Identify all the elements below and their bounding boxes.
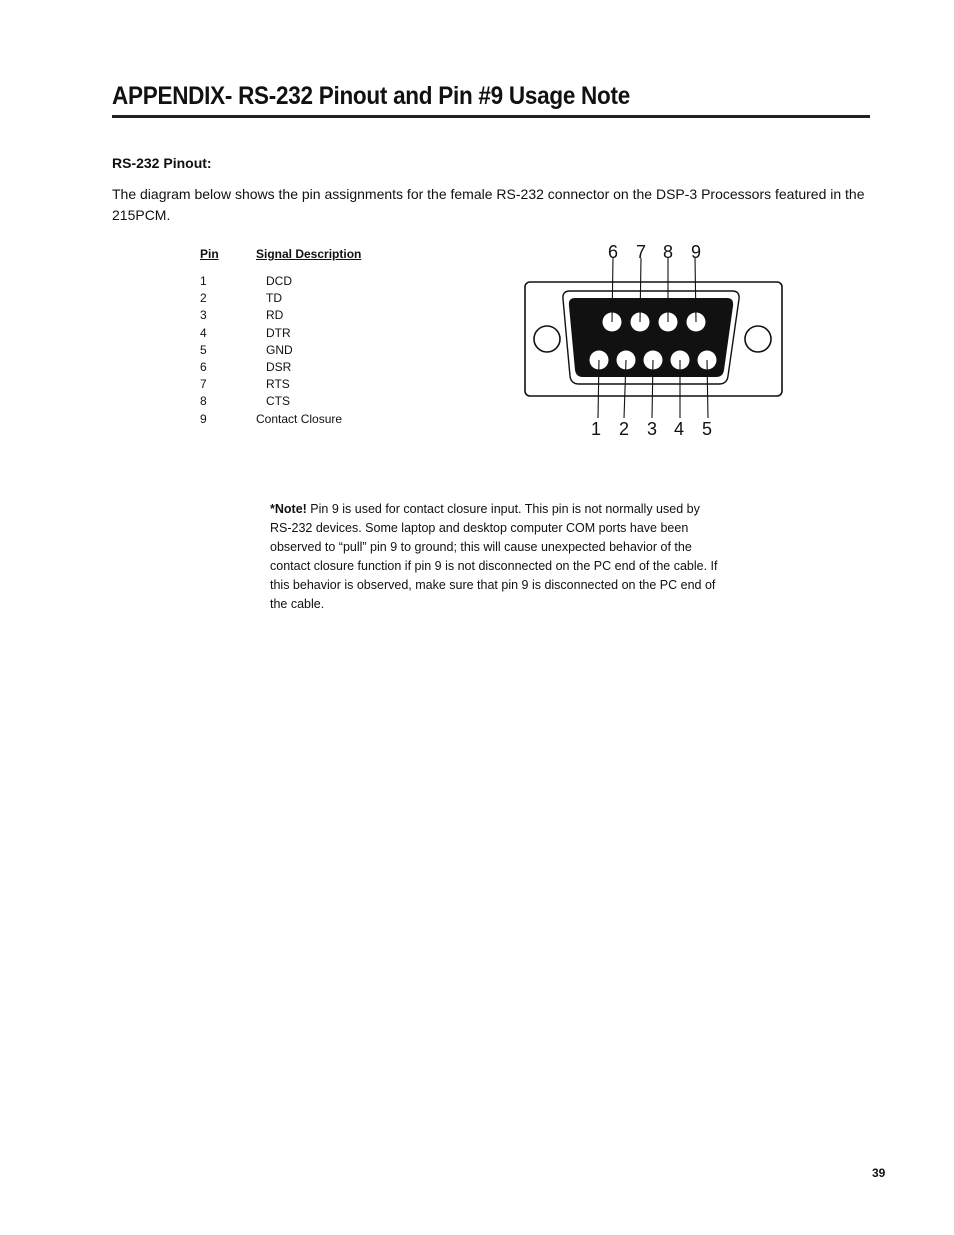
pin-label-5: 5 (701, 419, 713, 439)
pin-number: 9 (200, 411, 207, 426)
signal-name: TD (266, 291, 282, 306)
signal-name: DTR (266, 325, 291, 340)
signal-name: RD (266, 308, 284, 323)
title-rule (112, 115, 870, 118)
signal-name: DSR (266, 359, 292, 374)
table-header-row (200, 247, 361, 265)
pin-number: 2 (200, 291, 207, 306)
table-row (200, 394, 361, 411)
page-title: APPENDIX- RS-232 Pinout and Pin #9 Usage Note (112, 82, 630, 110)
table-row (200, 412, 361, 429)
signal-name: GND (266, 342, 293, 357)
table-row (200, 274, 361, 291)
signal-name: Contact Closure (256, 411, 343, 426)
pin-number: 6 (200, 359, 207, 374)
table-row (200, 308, 361, 325)
pin-label-4: 4 (673, 419, 685, 439)
pin-label-6: 6 (607, 242, 619, 262)
pin-number: 8 (200, 394, 207, 409)
table-spacer (200, 265, 361, 274)
usage-note (270, 500, 720, 614)
table-row (200, 377, 361, 394)
table-row (200, 326, 361, 343)
pin-label-1: 1 (590, 419, 602, 439)
pin-number: 1 (200, 274, 207, 288)
pin-column-header: Pin (200, 247, 219, 261)
pin-number: 4 (200, 325, 207, 340)
note-text: Pin 9 is used for contact closure input. This pin is not normally used by RS-232 devices. Some laptop and desktop computer COM ports have been observed to “pull” pin 9 to ground; this will cause unexpected behavior of the contact closure function if pin 9 is not disconnected on the PC end of the cable. If this behavior is observed, make sure that pin 9 is disconnected on the PC end of the cable. (270, 502, 718, 611)
page-number: 39 (872, 1166, 886, 1180)
pin-label-8: 8 (662, 242, 674, 262)
intro-paragraph: The diagram below shows the pin assignments for the female RS-232 connector on the DSP-3 Processors featured in the 215PCM. (112, 186, 865, 223)
pin-number: 5 (200, 342, 207, 357)
note-label: *Note! (270, 502, 307, 516)
signal-name: RTS (266, 377, 290, 392)
mounting-hole-left (534, 326, 560, 352)
signal-column-header: Signal Description (256, 247, 362, 261)
pin-label-9: 9 (690, 242, 702, 262)
table-row (200, 343, 361, 360)
pin-number: 7 (200, 377, 207, 392)
db9-connector-diagram (520, 236, 790, 446)
table-row (200, 291, 361, 308)
signal-name: DCD (266, 274, 292, 288)
mounting-hole-right (745, 326, 771, 352)
pin-label-2: 2 (618, 419, 630, 439)
pin-label-7: 7 (635, 242, 647, 262)
pin-label-3: 3 (646, 419, 658, 439)
section-heading: RS-232 Pinout: (112, 155, 212, 171)
signal-name: CTS (266, 394, 290, 409)
pinout-table (200, 247, 361, 429)
table-row (200, 360, 361, 377)
pin-number: 3 (200, 308, 207, 323)
